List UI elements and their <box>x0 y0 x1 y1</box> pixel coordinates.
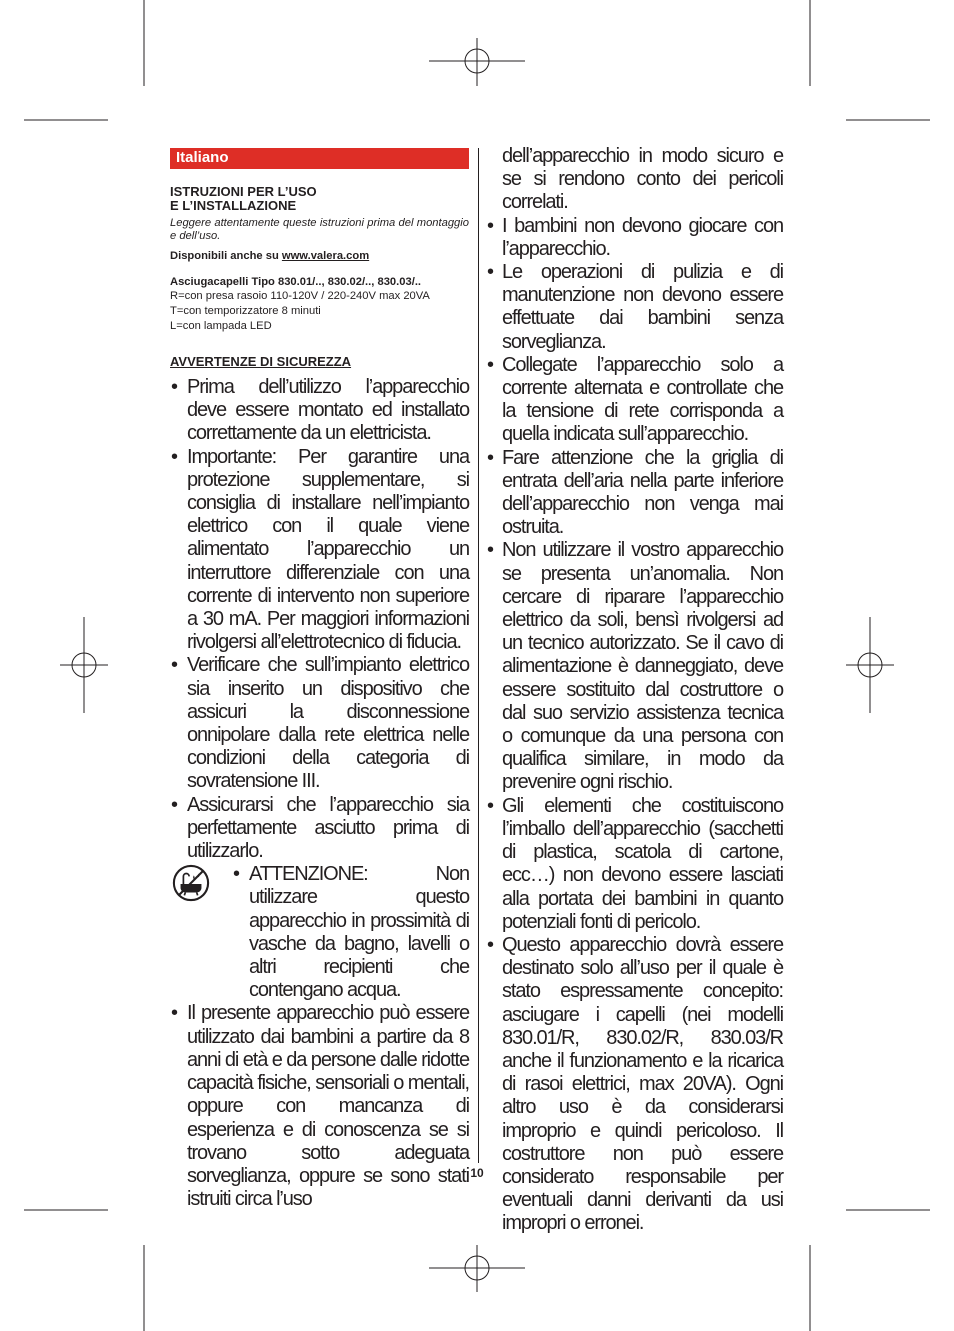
availability-line <box>170 249 469 263</box>
bullet-dot: • <box>171 654 179 677</box>
safety-item-text: Importante: Per garantire una protezione supplementare, si consiglia di installare nell’impianto elettrico con il quale viene alimentato l’apparecchio un interruttore differenziale con una corrente di intervento non superiore a 30 mA. Per maggiori informazioni rivolgersi all’elettrotecnico di fiducia. <box>187 445 469 654</box>
bullet-dot: • <box>171 793 179 816</box>
warning-item-text: ATTENZIONE: Non utilizzare questo apparecchio in prossimità di vasche da bagno, lavelli o altri recipienti che contengano acqua. <box>249 863 469 1002</box>
registration-mark-left <box>60 617 108 713</box>
safety-item <box>170 794 469 864</box>
document-title-line-2: E L’INSTALLAZIONE <box>170 198 297 213</box>
bullet-dot: • <box>487 933 495 956</box>
bullet-dot: • <box>233 863 241 886</box>
bullet-dot: • <box>171 376 179 398</box>
safety-item <box>487 261 783 354</box>
safety-item-text: Fare attenzione che la griglia di entrata dell’aria nella parte inferiore dell’apparecchio non venga mai ostruita. <box>502 446 783 539</box>
safety-item-text: Collegate l’apparecchio solo a corrente alternata e controllate che la tensione di rete corrisponda a quella indicata sull’apparecchio. <box>502 353 783 446</box>
document-title <box>170 185 469 213</box>
left-column <box>170 148 469 1211</box>
bullet-dot: • <box>487 353 495 376</box>
warning-block <box>170 863 469 1002</box>
warning-item <box>232 863 469 1002</box>
bullet-dot: • <box>487 446 495 469</box>
safety-item <box>487 795 783 934</box>
safety-list-right <box>487 215 783 1236</box>
safety-item <box>487 539 783 794</box>
bullet-dot: • <box>487 794 495 817</box>
safety-list-left <box>170 376 469 863</box>
page-number: 10 <box>470 1166 484 1180</box>
safety-item-text: Verificare che sull’impianto elettrico sia inserito un dispositivo che assicuri la disconnessione onnipolare dalla rete elettrica nelle condizioni della categoria di sovratensione III. <box>187 654 469 793</box>
safety-item <box>170 446 469 655</box>
intro-note: Leggere attentamente queste istruzioni prima del montaggio e dell’uso. <box>170 217 469 242</box>
document-title-line-1: ISTRUZIONI PER L’USO <box>170 184 317 199</box>
safety-item-text: Prima dell’utilizzo l’apparecchio deve essere montato ed installato correttamente da un elettricista. <box>187 376 469 445</box>
variant-r: R=con presa rasoio 110-120V / 220-240V max 20VA <box>170 290 430 302</box>
safety-item-text: Il presente apparecchio può essere utilizzato dai bambini a partire da 8 anni di età e da persone dalle ridotte capacità fisiche, sensoriali o mentali, oppure con mancanza di esperienza e di conoscenza se si trovano sotto adeguata sorveglianza, oppure se sono stati istruiti circa l’uso <box>187 1002 469 1211</box>
safety-item-children <box>170 1002 469 1211</box>
safety-item-text: Le operazioni di pulizia e di manutenzione non devono essere effettuate dai bambini senza sorveglianza. <box>502 261 783 353</box>
bullet-dot: • <box>487 214 495 237</box>
safety-item-continuation: dell’apparecchio in modo sicuro e se si rendono conto dei pericoli correlati. <box>502 145 783 214</box>
availability-prefix: Disponibili anche su <box>170 250 282 262</box>
safety-item <box>487 447 783 540</box>
no-water-bathtub-icon <box>172 864 210 902</box>
safety-item <box>487 354 783 447</box>
variant-l: L=con lampada LED <box>170 320 272 332</box>
website-link[interactable]: www.valera.com <box>281 250 370 262</box>
safety-item-text: Questo apparecchio dovrà essere destinato solo all’uso per il quale è stato espressamente concepito: asciugare i capelli (nei modelli 830.01/R, 830.02/R, 830.03/R anche il funzionamento e la ricarica di rasoi elettrici, max 20VA). Ogni altro uso è da considerarsi improprio e quindi pericoloso. Il costruttore non può essere considerato responsabile per eventuali danni derivanti da usi impropri o erronei. <box>502 933 783 1235</box>
safety-item-text: I bambini non devono giocare con l’apparecchio. <box>502 214 783 260</box>
safety-heading: AVVERTENZE DI SICUREZZA <box>170 354 352 369</box>
language-header: Italiano <box>170 148 469 169</box>
safety-item <box>170 376 469 446</box>
safety-item-text: Non utilizzare il vostro apparecchio se presenta un’anomalia. Non cercare di riparare l’apparecchio elettrico da soli, bensì rivolgersi ad un tecnico autorizzato. Se il cavo di alimentazione è danneggiato, deve essere sostituito dal costruttore o dal suo servizio assistenza tecnica o comunque da una persona con qualifica similare, in modo da prevenire ogni rischio. <box>502 539 783 794</box>
safety-item <box>170 654 469 793</box>
column-divider <box>478 148 479 1163</box>
registration-mark-top <box>429 38 525 86</box>
safety-item-text: Assicurarsi che l’apparecchio sia perfettamente asciutto prima di utilizzarlo. <box>187 793 469 863</box>
model-line: Asciugacapelli Tipo 830.01/.., 830.02/.., 830.03/.. <box>170 276 422 288</box>
bullet-dot: • <box>487 261 495 284</box>
bullet-dot: • <box>171 445 179 468</box>
right-column <box>487 145 783 1236</box>
variant-t: T=con temporizzatore 8 minuti <box>170 305 321 317</box>
safety-item-text: Gli elementi che costituiscono l’imballo dell’apparecchio (sacchetti di plastica, scatola di cartone, ecc…) non devono essere lasciati alla portata dei bambini in quanto potenziali fonti di pericolo. <box>502 794 783 933</box>
safety-item <box>487 934 783 1236</box>
registration-mark-right <box>846 617 894 713</box>
registration-mark-bottom <box>429 1245 525 1292</box>
bullet-dot: • <box>171 1002 179 1025</box>
bullet-dot: • <box>487 539 495 562</box>
safety-item <box>487 215 783 261</box>
